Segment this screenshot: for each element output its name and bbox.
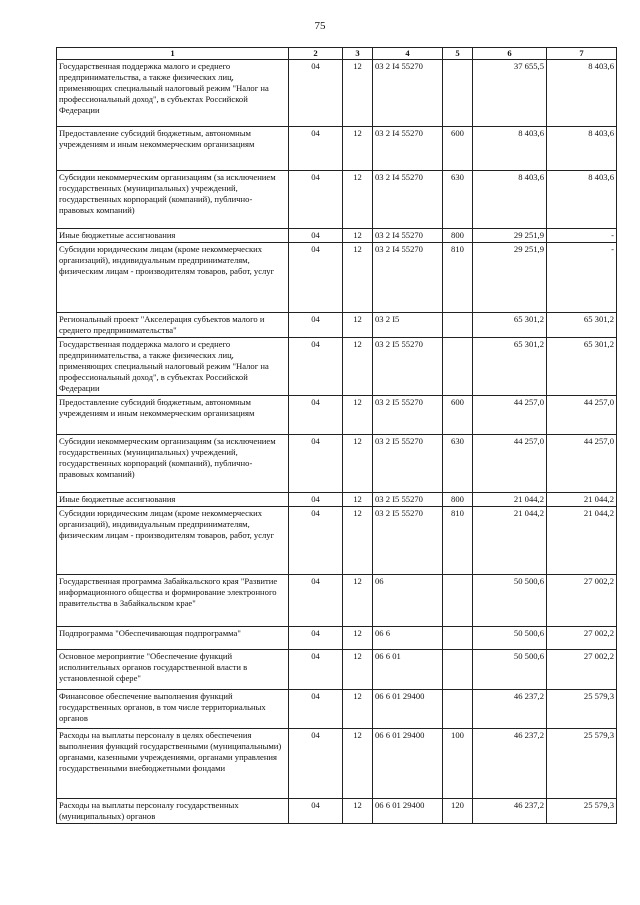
row-amount-year1-cell: 50 500,6 xyxy=(473,575,547,627)
row-expense-type-cell xyxy=(443,650,473,690)
row-amount-year1-cell: 21 044,2 xyxy=(473,507,547,575)
row-name-cell: Расходы на выплаты персоналу государственных (муниципальных) органов xyxy=(57,799,289,824)
row-name-cell: Предоставление субсидий бюджетным, автономным учреждениям и иным некоммерческим организациям xyxy=(57,127,289,171)
row-target-article-cell: 03 2 I4 55270 xyxy=(373,229,443,243)
row-expense-type-cell xyxy=(443,338,473,396)
row-amount-year2-cell: 65 301,2 xyxy=(547,313,617,338)
row-target-article-cell: 03 2 I5 55270 xyxy=(373,338,443,396)
row-section-cell: 04 xyxy=(289,338,343,396)
row-amount-year1-cell: 8 403,6 xyxy=(473,127,547,171)
table-row xyxy=(57,171,617,229)
row-amount-year2-cell: 21 044,2 xyxy=(547,507,617,575)
row-target-article-cell: 03 2 I5 xyxy=(373,313,443,338)
page-number: 75 xyxy=(314,20,326,32)
row-section-cell: 04 xyxy=(289,799,343,824)
row-name-cell: Субсидии юридическим лицам (кроме некоммерческих организаций), индивидуальным предпринимателям, физическим лицам - производителям товаров, работ, услуг xyxy=(57,243,289,313)
row-section-cell: 04 xyxy=(289,729,343,799)
row-subsection-cell: 12 xyxy=(343,435,373,493)
row-name-cell: Основное мероприятие "Обеспечение функций исполнительных органов государственной власти в установленной сфере" xyxy=(57,650,289,690)
row-name-cell: Государственная поддержка малого и среднего предпринимательства, а также физических лиц, применяющих специальный налоговый режим "Налог на профессиональный доход", в субъектах Российской Федерации xyxy=(57,60,289,127)
table-row xyxy=(57,313,617,338)
row-subsection-cell: 12 xyxy=(343,507,373,575)
row-target-article-cell: 03 2 I4 55270 xyxy=(373,243,443,313)
row-subsection-cell: 12 xyxy=(343,493,373,507)
row-name-cell: Субсидии некоммерческим организациям (за исключением государственных (муниципальных) учреждений, государственных корпораций (компаний), публично-правовых компаний) xyxy=(57,435,289,493)
row-amount-year1-cell: 46 237,2 xyxy=(473,799,547,824)
table-row xyxy=(57,650,617,690)
row-expense-type-cell: 600 xyxy=(443,396,473,435)
row-amount-year2-cell: 44 257,0 xyxy=(547,435,617,493)
row-expense-type-cell: 120 xyxy=(443,799,473,824)
row-subsection-cell: 12 xyxy=(343,338,373,396)
row-amount-year2-cell: 27 002,2 xyxy=(547,650,617,690)
header-cell: 4 xyxy=(373,48,443,60)
row-amount-year1-cell: 21 044,2 xyxy=(473,493,547,507)
row-subsection-cell: 12 xyxy=(343,229,373,243)
row-amount-year2-cell: 44 257,0 xyxy=(547,396,617,435)
row-section-cell: 04 xyxy=(289,690,343,729)
row-name-cell: Региональный проект "Акселерация субъектов малого и среднего предпринимательства" xyxy=(57,313,289,338)
table-row xyxy=(57,243,617,313)
row-subsection-cell: 12 xyxy=(343,313,373,338)
row-section-cell: 04 xyxy=(289,507,343,575)
row-amount-year1-cell: 50 500,6 xyxy=(473,627,547,650)
row-name-cell: Иные бюджетные ассигнования xyxy=(57,493,289,507)
row-section-cell: 04 xyxy=(289,60,343,127)
row-target-article-cell: 06 6 01 29400 xyxy=(373,729,443,799)
row-name-cell: Предоставление субсидий бюджетным, автономным учреждениям и иным некоммерческим организациям xyxy=(57,396,289,435)
row-target-article-cell: 06 6 01 29400 xyxy=(373,690,443,729)
row-name-cell: Иные бюджетные ассигнования xyxy=(57,229,289,243)
row-name-cell: Расходы на выплаты персоналу в целях обеспечения выполнения функций государственными (муниципальными) органами, казенными учреждениями, органами управления государственными внебюджетными фондами xyxy=(57,729,289,799)
row-expense-type-cell: 810 xyxy=(443,243,473,313)
table-row xyxy=(57,493,617,507)
row-section-cell: 04 xyxy=(289,127,343,171)
header-cell: 1 xyxy=(57,48,289,60)
row-expense-type-cell: 100 xyxy=(443,729,473,799)
row-amount-year2-cell: 25 579,3 xyxy=(547,799,617,824)
row-amount-year1-cell: 65 301,2 xyxy=(473,313,547,338)
table-row xyxy=(57,229,617,243)
header-cell: 5 xyxy=(443,48,473,60)
row-section-cell: 04 xyxy=(289,575,343,627)
row-section-cell: 04 xyxy=(289,313,343,338)
row-expense-type-cell: 800 xyxy=(443,229,473,243)
row-target-article-cell: 06 6 01 xyxy=(373,650,443,690)
header-cell: 7 xyxy=(547,48,617,60)
row-amount-year2-cell: 25 579,3 xyxy=(547,729,617,799)
row-expense-type-cell: 800 xyxy=(443,493,473,507)
row-subsection-cell: 12 xyxy=(343,396,373,435)
row-amount-year1-cell: 44 257,0 xyxy=(473,435,547,493)
row-subsection-cell: 12 xyxy=(343,690,373,729)
row-amount-year2-cell: 21 044,2 xyxy=(547,493,617,507)
row-subsection-cell: 12 xyxy=(343,243,373,313)
row-amount-year2-cell: 27 002,2 xyxy=(547,627,617,650)
row-amount-year1-cell: 37 655,5 xyxy=(473,60,547,127)
row-amount-year1-cell: 44 257,0 xyxy=(473,396,547,435)
row-subsection-cell: 12 xyxy=(343,127,373,171)
row-expense-type-cell: 630 xyxy=(443,171,473,229)
row-section-cell: 04 xyxy=(289,243,343,313)
row-target-article-cell: 03 2 I5 55270 xyxy=(373,396,443,435)
row-expense-type-cell: 600 xyxy=(443,127,473,171)
table-row xyxy=(57,575,617,627)
row-name-cell: Субсидии юридическим лицам (кроме некоммерческих организаций), индивидуальным предпринимателям, физическим лицам - производителям товаров, работ, услуг xyxy=(57,507,289,575)
row-target-article-cell: 03 2 I4 55270 xyxy=(373,60,443,127)
row-amount-year1-cell: 65 301,2 xyxy=(473,338,547,396)
row-target-article-cell: 03 2 I5 55270 xyxy=(373,507,443,575)
row-subsection-cell: 12 xyxy=(343,627,373,650)
row-subsection-cell: 12 xyxy=(343,575,373,627)
row-target-article-cell: 06 xyxy=(373,575,443,627)
table-row xyxy=(57,338,617,396)
table-row xyxy=(57,507,617,575)
table-row xyxy=(57,396,617,435)
header-cell: 6 xyxy=(473,48,547,60)
table-row xyxy=(57,799,617,824)
table-row xyxy=(57,435,617,493)
table-row xyxy=(57,690,617,729)
row-section-cell: 04 xyxy=(289,627,343,650)
row-subsection-cell: 12 xyxy=(343,171,373,229)
header-row xyxy=(57,48,617,60)
table-row xyxy=(57,127,617,171)
row-section-cell: 04 xyxy=(289,435,343,493)
row-name-cell: Субсидии некоммерческим организациям (за исключением государственных (муниципальных) учреждений, государственных корпораций (компаний), публично-правовых компаний) xyxy=(57,171,289,229)
row-amount-year2-cell: - xyxy=(547,243,617,313)
row-amount-year1-cell: 50 500,6 xyxy=(473,650,547,690)
row-subsection-cell: 12 xyxy=(343,799,373,824)
row-expense-type-cell xyxy=(443,575,473,627)
row-target-article-cell: 03 2 I4 55270 xyxy=(373,127,443,171)
row-subsection-cell: 12 xyxy=(343,60,373,127)
row-target-article-cell: 06 6 xyxy=(373,627,443,650)
row-target-article-cell: 03 2 I5 55270 xyxy=(373,435,443,493)
row-name-cell: Государственная программа Забайкальского края "Развитие информационного общества и формирование электронного правительства в Забайкальском крае" xyxy=(57,575,289,627)
row-name-cell: Подпрограмма "Обеспечивающая подпрограмма" xyxy=(57,627,289,650)
row-section-cell: 04 xyxy=(289,493,343,507)
table-row xyxy=(57,729,617,799)
table-row xyxy=(57,60,617,127)
row-section-cell: 04 xyxy=(289,229,343,243)
row-amount-year1-cell: 29 251,9 xyxy=(473,243,547,313)
header-cell: 3 xyxy=(343,48,373,60)
row-expense-type-cell xyxy=(443,60,473,127)
row-amount-year2-cell: 27 002,2 xyxy=(547,575,617,627)
row-name-cell: Финансовое обеспечение выполнения функций государственных органов, в том числе территориальных органов xyxy=(57,690,289,729)
row-name-cell: Государственная поддержка малого и среднего предпринимательства, а также физических лиц, применяющих специальный налоговый режим "Налог на профессиональный доход", в субъектах Российской Федерации xyxy=(57,338,289,396)
row-section-cell: 04 xyxy=(289,171,343,229)
row-target-article-cell: 03 2 I4 55270 xyxy=(373,171,443,229)
header-cell: 2 xyxy=(289,48,343,60)
row-expense-type-cell xyxy=(443,627,473,650)
row-target-article-cell: 06 6 01 29400 xyxy=(373,799,443,824)
row-expense-type-cell xyxy=(443,313,473,338)
row-amount-year1-cell: 46 237,2 xyxy=(473,729,547,799)
row-amount-year1-cell: 46 237,2 xyxy=(473,690,547,729)
row-amount-year2-cell: 65 301,2 xyxy=(547,338,617,396)
row-expense-type-cell: 630 xyxy=(443,435,473,493)
row-expense-type-cell xyxy=(443,690,473,729)
row-expense-type-cell: 810 xyxy=(443,507,473,575)
row-amount-year1-cell: 29 251,9 xyxy=(473,229,547,243)
row-subsection-cell: 12 xyxy=(343,729,373,799)
row-amount-year2-cell: 8 403,6 xyxy=(547,171,617,229)
row-amount-year2-cell: 25 579,3 xyxy=(547,690,617,729)
table-row xyxy=(57,627,617,650)
row-section-cell: 04 xyxy=(289,650,343,690)
row-target-article-cell: 03 2 I5 55270 xyxy=(373,493,443,507)
row-amount-year1-cell: 8 403,6 xyxy=(473,171,547,229)
row-amount-year2-cell: - xyxy=(547,229,617,243)
row-amount-year2-cell: 8 403,6 xyxy=(547,60,617,127)
row-subsection-cell: 12 xyxy=(343,650,373,690)
budget-table xyxy=(56,47,617,824)
row-section-cell: 04 xyxy=(289,396,343,435)
row-amount-year2-cell: 8 403,6 xyxy=(547,127,617,171)
